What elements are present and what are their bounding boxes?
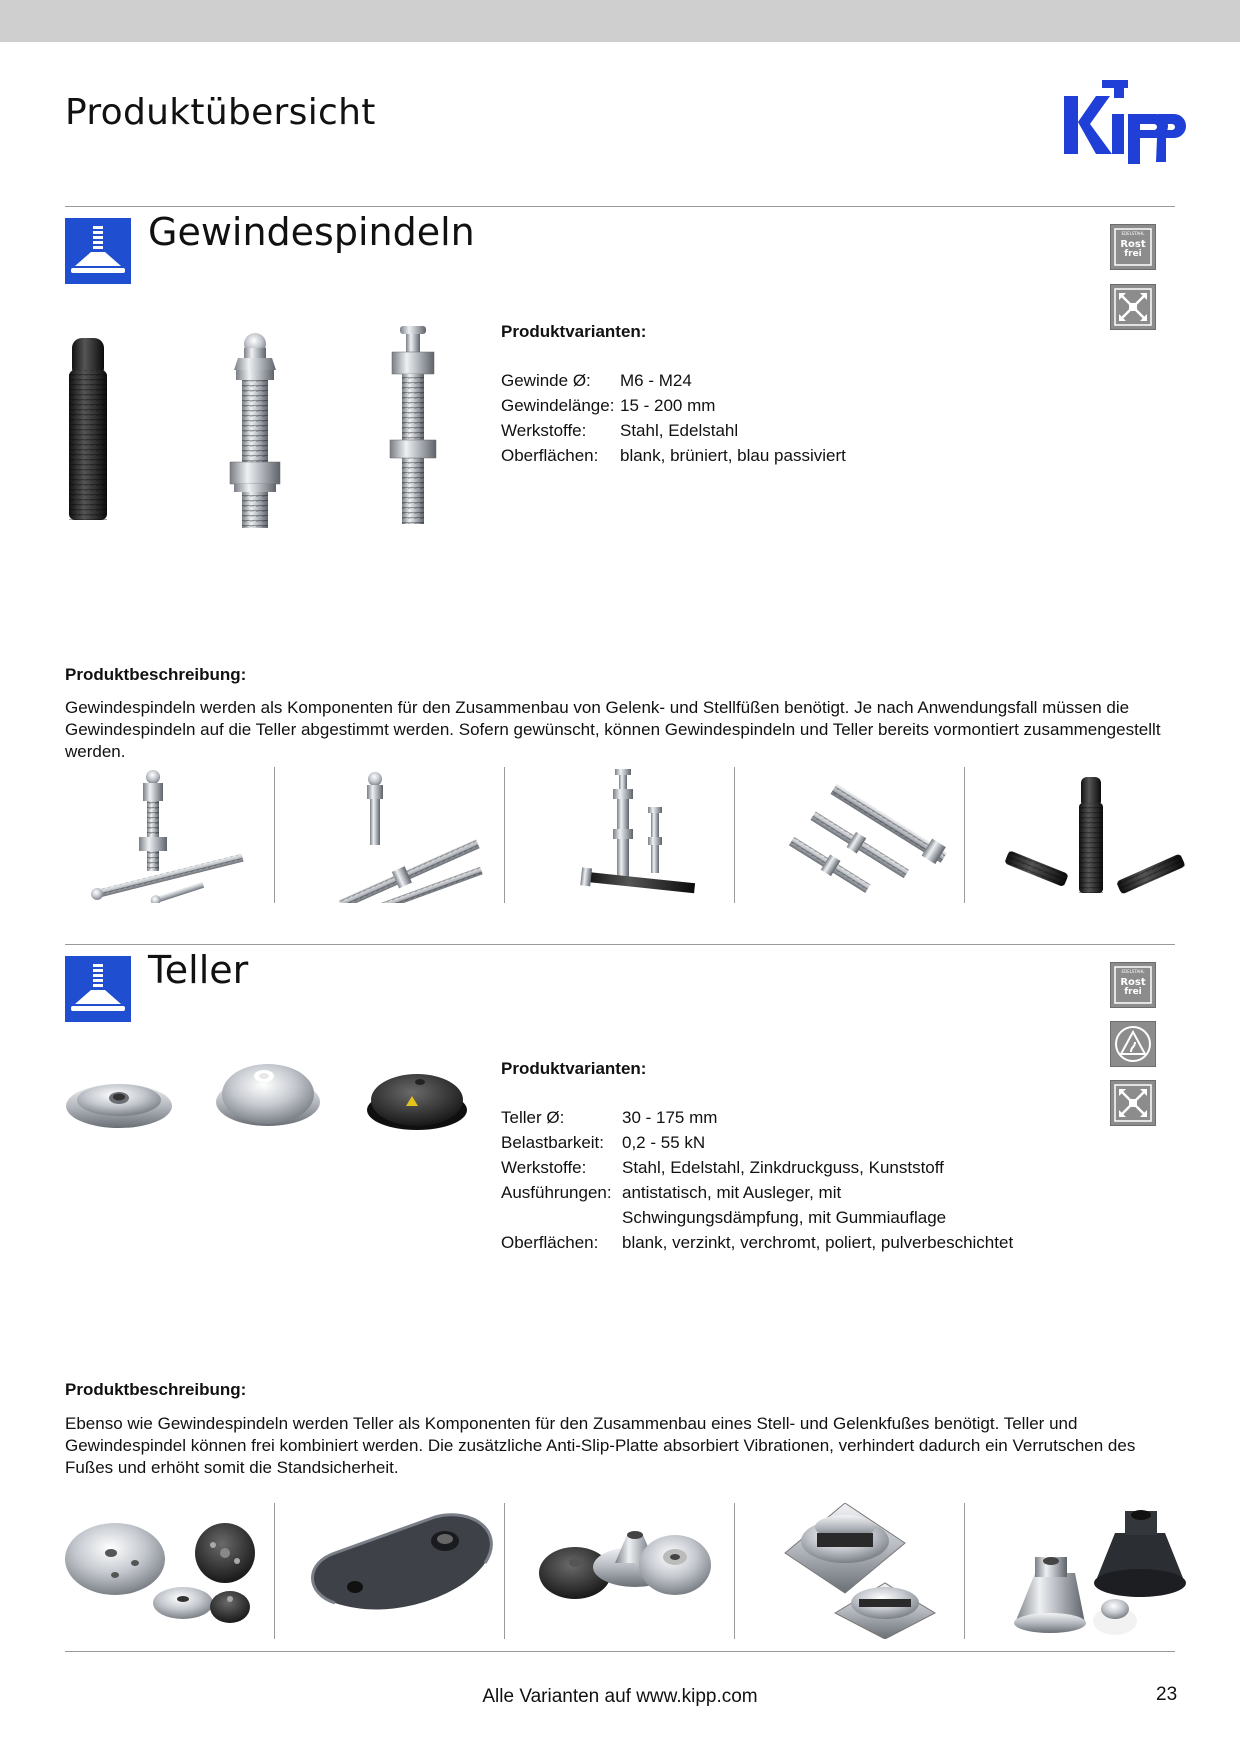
description-text: Gewindespindeln werden als Komponenten für den Zusammenbau von Gelenk- und Stellfüßen benötigt. Je nach Anwendungsfall müssen die Gewindespindeln auf die Teller abgestimmt werden. Sofern gewünscht, können Gewindespindeln und Teller bereits vormontiert zusammengestellt werden. bbox=[65, 698, 1161, 761]
variant-row bbox=[501, 1155, 1013, 1180]
variant-value: antistatisch, mit Ausleger, mit Schwingungsdämpfung, mit Gummiauflage bbox=[622, 1183, 947, 1227]
description-text: Ebenso wie Gewindespindeln werden Teller als Komponenten für den Zusammenbau eines Stell- und Gelenkfußes benötigt. Teller und Gewindespindel können frei kombiniert werden. Die zusätzliche Anti-Slip-Platte absorbiert Vibrationen, verhindert dadurch ein Verrutschen des Fußes und erhöht somit die Standsicherheit. bbox=[65, 1414, 1136, 1477]
polished-pad-image bbox=[214, 1056, 322, 1130]
variant-row bbox=[501, 1180, 1013, 1230]
variant-label: Belastbarkeit: bbox=[501, 1133, 604, 1152]
top-bar bbox=[0, 0, 1240, 42]
page-number: 23 bbox=[1156, 1684, 1178, 1705]
svg-text:Rost: Rost bbox=[1120, 239, 1146, 250]
modular-arrows-icon bbox=[1110, 1080, 1156, 1126]
leveling-foot-icon bbox=[65, 218, 131, 284]
spindle-with-ball-end-image bbox=[220, 330, 290, 530]
section-divider bbox=[65, 206, 1175, 207]
variant-value: Stahl, Edelstahl bbox=[620, 421, 739, 440]
svg-text:EDELSTAHL: EDELSTAHL bbox=[1121, 231, 1145, 236]
section-divider bbox=[65, 944, 1175, 945]
leveling-foot-icon bbox=[65, 956, 131, 1022]
variants-heading: Produktvarianten: bbox=[501, 322, 647, 341]
variant-label: Oberflächen: bbox=[501, 446, 599, 465]
esd-antistatic-icon bbox=[1110, 1021, 1156, 1067]
variant-row bbox=[501, 1230, 1013, 1255]
gallery-image bbox=[755, 767, 985, 903]
kipp-logo bbox=[1062, 74, 1186, 166]
gallery-image bbox=[985, 1503, 1215, 1639]
gallery-image bbox=[755, 1503, 985, 1639]
gallery-image bbox=[525, 1503, 755, 1639]
description-heading: Produktbeschreibung: bbox=[65, 665, 247, 684]
gallery-teller bbox=[65, 1503, 1175, 1639]
section-title-gewindespindeln: Gewindespindeln bbox=[148, 210, 475, 254]
bottom-divider bbox=[65, 1651, 1175, 1652]
svg-text:Rost: Rost bbox=[1120, 977, 1146, 988]
variant-value: 15 - 200 mm bbox=[620, 396, 716, 415]
steel-pad-image bbox=[64, 1068, 174, 1132]
gallery-separator bbox=[964, 1503, 965, 1639]
gallery-image bbox=[295, 767, 525, 903]
svg-text:frei: frei bbox=[1124, 987, 1142, 997]
gallery-separator bbox=[964, 767, 965, 903]
variant-value: 0,2 - 55 kN bbox=[622, 1133, 706, 1152]
black-threaded-spindle-image bbox=[66, 334, 110, 526]
spindle-with-hex-nut-image bbox=[384, 322, 442, 528]
black-esd-pad-image bbox=[366, 1066, 468, 1132]
variant-row bbox=[501, 393, 846, 418]
gallery-image bbox=[295, 1503, 525, 1639]
svg-text:EDELSTAHL: EDELSTAHL bbox=[1121, 969, 1145, 974]
variant-row bbox=[501, 443, 846, 468]
gallery-separator bbox=[504, 767, 505, 903]
variant-value: Stahl, Edelstahl, Zinkdruckguss, Kunststoff bbox=[622, 1158, 944, 1177]
gallery-separator bbox=[734, 1503, 735, 1639]
footer-text: Alle Varianten auf www.kipp.com bbox=[482, 1686, 758, 1707]
gallery-separator bbox=[504, 1503, 505, 1639]
variant-label: Gewinde Ø: bbox=[501, 371, 591, 390]
variant-value: blank, brüniert, blau passiviert bbox=[620, 446, 846, 465]
variant-row bbox=[501, 368, 846, 393]
section-title-teller: Teller bbox=[148, 948, 249, 992]
gallery-image bbox=[65, 767, 295, 903]
variant-value: M6 - M24 bbox=[620, 371, 692, 390]
variants-heading: Produktvarianten: bbox=[501, 1059, 647, 1078]
description-heading: Produktbeschreibung: bbox=[65, 1380, 247, 1399]
variant-row bbox=[501, 418, 846, 443]
rostfrei-badge-icon bbox=[1110, 962, 1156, 1008]
variant-value: blank, verzinkt, verchromt, poliert, pulverbeschichtet bbox=[622, 1233, 1014, 1252]
variant-row bbox=[501, 1105, 1013, 1130]
variant-label: Ausführungen: bbox=[501, 1183, 612, 1202]
variant-label: Werkstoffe: bbox=[501, 1158, 587, 1177]
variant-label: Gewindelänge: bbox=[501, 396, 615, 415]
gallery-image bbox=[525, 767, 755, 903]
modular-arrows-icon bbox=[1110, 284, 1156, 330]
variant-label: Werkstoffe: bbox=[501, 421, 587, 440]
page-title: Produktübersicht bbox=[65, 92, 376, 133]
gallery-separator bbox=[734, 767, 735, 903]
gallery-image bbox=[985, 767, 1215, 903]
gallery-gewindespindeln bbox=[65, 767, 1175, 903]
variant-value: 30 - 175 mm bbox=[622, 1108, 718, 1127]
variant-row bbox=[501, 1130, 1013, 1155]
rostfrei-badge-icon bbox=[1110, 224, 1156, 270]
gallery-separator bbox=[274, 1503, 275, 1639]
variants-block-gewindespindeln bbox=[501, 322, 846, 468]
svg-text:frei: frei bbox=[1124, 249, 1142, 259]
variant-label: Teller Ø: bbox=[501, 1108, 565, 1127]
variant-label: Oberflächen: bbox=[501, 1233, 599, 1252]
gallery-separator bbox=[274, 767, 275, 903]
variants-block-teller bbox=[501, 1059, 1013, 1255]
gallery-image bbox=[65, 1503, 295, 1639]
